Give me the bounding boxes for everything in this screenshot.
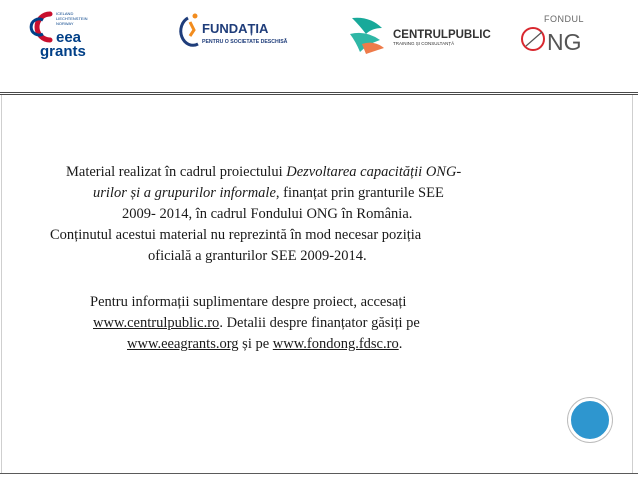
p1-line1-italic: Dezvoltarea capacității ONG- [286,164,462,180]
footer-rule [0,473,638,474]
centrul-bird-icon [352,18,382,34]
eea-country-3: NORWAY [56,21,74,26]
fondul-main-text: NG [547,29,582,55]
eea-country-1: ICELAND [56,11,74,16]
p1-line3: 2009- 2014, în cadrul Fondului ONG în România. [122,206,413,222]
left-border-line [1,95,2,473]
fondul-slash-icon [526,32,542,46]
centrul-subtitle: TRAINING ȘI CONSULTANȚĂ [393,41,455,46]
eea-word: eea [56,29,82,46]
p1-line2-italic: urilor și a grupurilor informale [93,185,276,201]
p1-line1 [66,162,461,183]
centrul-title: CENTRULPUBLIC [393,29,491,41]
fundatia-flame-icon [190,22,194,36]
header-rule-top [0,92,638,93]
centrul-public-logo [350,18,491,54]
p2-line1: Conținutul acestui material nu reprezintă în mod necesar poziția [50,227,422,243]
p1-line2 [93,183,444,204]
fondul-ong-logo [522,14,584,55]
logo-strip-graphic [0,0,638,80]
p3-line3 [127,334,402,355]
logo-strip [0,0,638,80]
p1-line2-plain: , finanțat prin granturile SEE [275,185,444,201]
fundatia-emblem-icon [181,18,198,45]
fundatia-subtitle: PENTRU O SOCIETATE DESCHISĂ [202,39,288,45]
centrul-accent-icon [362,43,384,54]
decorative-blue-circle [568,398,612,442]
p3-line3-end: . [398,336,403,352]
fondong-link[interactable]: www.fondong.fdsc.ro [272,336,399,352]
p1-line1-plain: Material realizat în cadrul proiectului [66,164,287,180]
p3-line3-middle: și pe [238,336,273,352]
p3-line1: Pentru informații suplimentare despre proiect, accesați [90,294,407,310]
grants-word: grants [40,43,86,60]
p3-line2 [93,313,420,334]
fundatia-title: FUNDAȚIA [202,21,269,36]
header-rule-bottom [0,94,638,95]
centrulpublic-link[interactable]: www.centrulpublic.ro [93,315,220,331]
eeagrants-link[interactable]: www.eeagrants.org [127,336,239,352]
fundatia-logo [181,14,288,46]
p2-line2: oficială a granturilor SEE 2009-2014. [148,248,367,264]
eea-country-2: LIECHTENSTEIN [56,16,88,21]
fondul-top-text: FONDUL [544,14,585,24]
fondul-o-circle-icon [522,28,544,50]
right-border-line [632,95,633,473]
fundatia-dot-icon [193,14,198,19]
p3-line2-rest: . Detalii despre finanțator găsiți pe [219,315,420,331]
eea-grants-logo [31,11,88,60]
